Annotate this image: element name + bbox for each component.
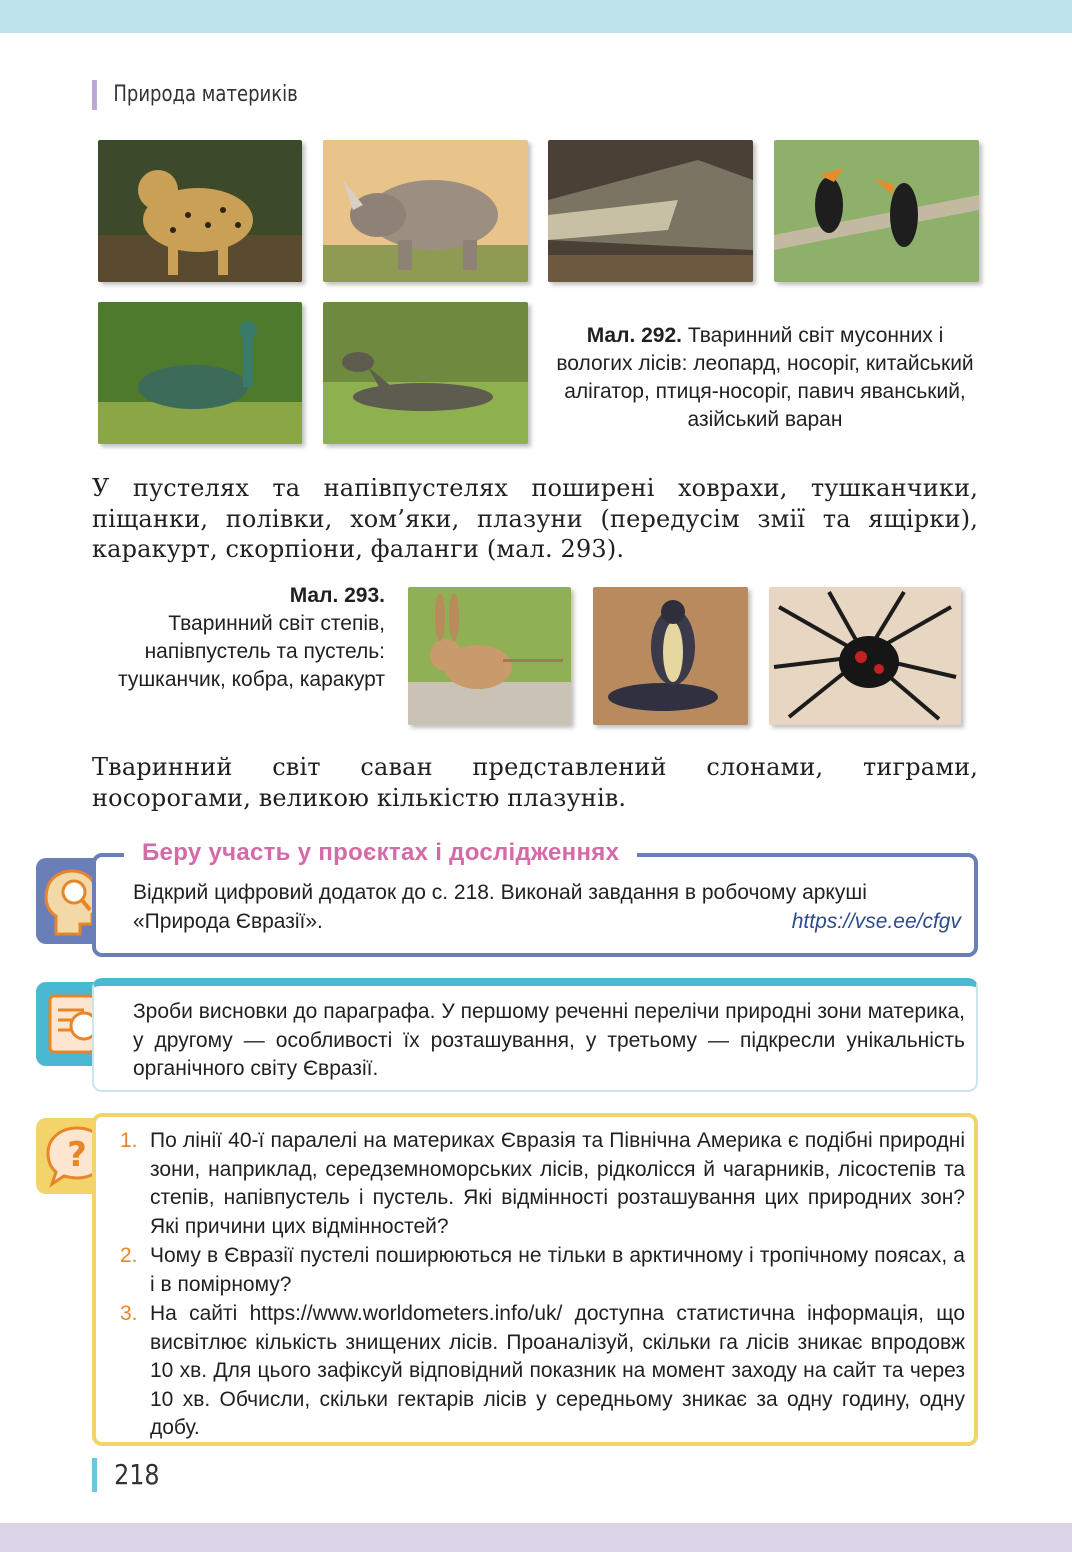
questions-list bbox=[120, 1127, 965, 1444]
paragraph-savannas: Тваринний світ саван представлений слонами, тиграми, носорогами, великою кількістю плазунів. bbox=[92, 753, 978, 812]
question-text: Чому в Євразії пустелі поширюються не тільки в арктичному і тропічному поясах, а і в помірному? bbox=[150, 1244, 965, 1296]
photo-cobra bbox=[593, 587, 748, 725]
top-color-band bbox=[0, 0, 1072, 33]
figure-292-label: Мал. 292. bbox=[586, 324, 682, 347]
question-text: По лінії 40-ї паралелі на материках Євразія та Північна Америка є подібні природні зони, наприклад, середземноморських лісів, рідколісся й чагарників, лісостепів та степів, напівпустель і пустель. Які відмінності розташування цих природних зон? Які причини цих відмінностей? bbox=[150, 1129, 965, 1238]
photo-jerboa bbox=[408, 587, 571, 725]
figure-293-text: Тваринний світ степів, напівпустель та пустель: тушканчик, кобра, каракурт bbox=[117, 612, 385, 691]
question-item bbox=[120, 1300, 965, 1443]
question-number: 1. bbox=[120, 1129, 138, 1152]
svg-text:?: ? bbox=[67, 1135, 87, 1175]
photo-java-peacock bbox=[98, 302, 302, 444]
photo-asian-monitor bbox=[323, 302, 528, 444]
paragraph-deserts: У пустелях та напівпустелях поширені ховрахи, тушканчики, піщанки, полівки, хом’яки, плазуни (передусім змії та ящірки), каракурт, скорпіони, фаланги (мал. 293). bbox=[92, 474, 978, 563]
question-number: 2. bbox=[120, 1244, 138, 1267]
figure-293-caption bbox=[92, 582, 385, 694]
conclusion-text: Зроби висновки до параграфа. У першому реченні перелічи природні зони материка, у другому — особливості їх розташування, у третьому — підкресли унікальність органічного світу Євразії. bbox=[133, 1000, 965, 1080]
question-text: На сайті https://www.worldometers.info/uk/ доступна статистична інформація, що висвітлює кількість знищених лісів. Проаналізуй, скільки га лісів зникає впродовж 10 хв. Для цього зафіксуй відповідний показник на момент заходу на сайт та через 10 хв. Обчисли, скільки гектарів лісів у середньому зникає за одну годину, одну добу. bbox=[150, 1302, 965, 1439]
project-link[interactable]: https://vse.ee/cfgv bbox=[791, 910, 961, 933]
photo-karakurt bbox=[769, 587, 961, 725]
figure-293-label: Мал. 293. bbox=[289, 584, 385, 607]
section-title: Природа материків bbox=[92, 80, 298, 110]
photo-rhinoceros bbox=[323, 140, 528, 282]
figure-292-text: Тваринний світ мусонних і вологих лісів: леопард, носоріг, китайський алігатор, птиця-носоріг, павич яванський, азійський варан bbox=[556, 324, 974, 431]
project-text: Відкрий цифровий додаток до с. 218. Виконай завдання в робочому аркуші «Природа Євразії». bbox=[133, 881, 867, 933]
question-number: 3. bbox=[120, 1302, 138, 1325]
photo-hornbill bbox=[774, 140, 979, 282]
question-item bbox=[120, 1127, 965, 1241]
figure-292-caption bbox=[550, 322, 980, 434]
photo-chinese-alligator bbox=[548, 140, 753, 282]
question-item bbox=[120, 1242, 965, 1299]
page-number: 218 bbox=[92, 1458, 160, 1492]
photo-leopard bbox=[98, 140, 302, 282]
bottom-color-band bbox=[0, 1523, 1072, 1552]
project-title: Беру участь у проєктах і дослідженнях bbox=[124, 836, 637, 870]
